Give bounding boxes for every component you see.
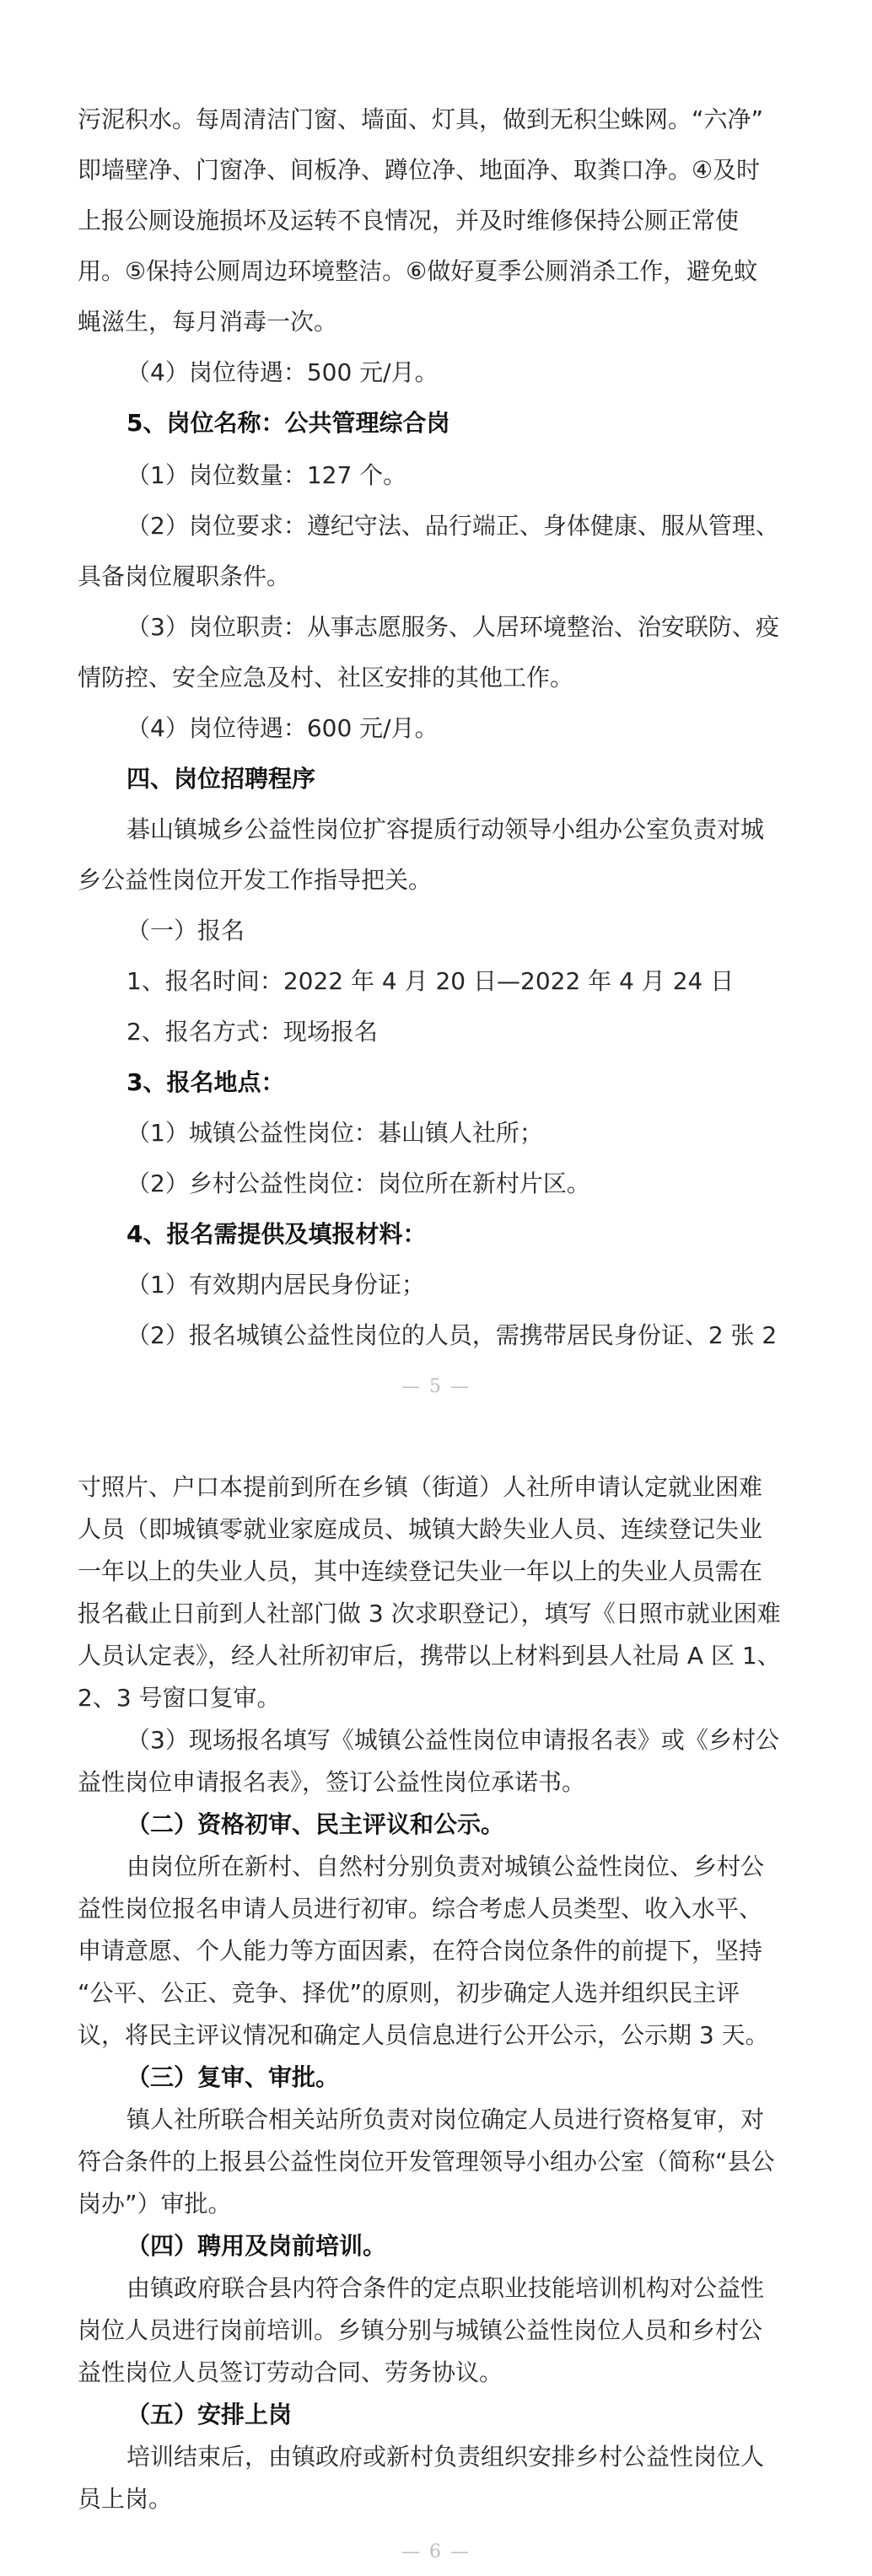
body-text-line: 碁山镇城乡公益性岗位扩容提质行动领导小组办公室负责对城 bbox=[126, 815, 765, 843]
body-text-line: 益性岗位人员签订劳动合同、劳务协议。 bbox=[78, 2358, 503, 2386]
body-text-line: 岗位人员进行岗前培训。乡镇分别与城镇公益性岗位人员和乡村公 bbox=[78, 2316, 763, 2344]
body-text-line: 议，将民主评议情况和确定人员信息进行公开公示，公示期 3 天。 bbox=[78, 2021, 769, 2049]
body-text-line: （2）岗位要求：遵纪守法、品行端正、身体健康、服从管理、 bbox=[126, 512, 779, 540]
body-text-line: 由岗位所在新村、自然村分别负责对城镇公益性岗位、乡村公 bbox=[126, 1853, 765, 1880]
body-text-line: 1、报名时间：2022 年 4 月 20 日—2022 年 4 月 24 日 bbox=[126, 967, 735, 995]
section-heading: 5、岗位名称：公共管理综合岗 bbox=[126, 409, 450, 437]
body-text-line: （3）现场报名填写《城镇公益性岗位申请报名表》或《乡村公 bbox=[126, 1726, 779, 1754]
body-text-line: 益性岗位报名申请人员进行初审。综合考虑人员类型、收入水平、 bbox=[78, 1895, 763, 1923]
body-text-line: 具备岗位履职条件。 bbox=[78, 562, 291, 590]
section-heading: 4、报名需提供及填报材料： bbox=[126, 1220, 427, 1248]
body-text-line: 培训结束后，由镇政府或新村负责组织安排乡村公益性岗位人 bbox=[126, 2443, 765, 2471]
body-text-line: 2、报名方式：现场报名 bbox=[126, 1018, 378, 1046]
section-heading: （三）复审、审批。 bbox=[126, 2063, 340, 2091]
body-text-line: “公平、公正、竞争、择优”的原则，初步确定人选并组织民主评 bbox=[78, 1979, 740, 2007]
body-text-line: （一）报名 bbox=[126, 917, 245, 944]
body-text-line: 镇人社所联合相关站所负责对岗位确定人员进行资格复审，对 bbox=[126, 2105, 765, 2133]
body-text-line: 岗办”）审批。 bbox=[78, 2190, 232, 2218]
section-heading: （五）安排上岗 bbox=[126, 2401, 293, 2428]
body-text-line: 益性岗位申请报名表》，签订公益性岗位承诺书。 bbox=[78, 1768, 586, 1796]
body-text-line: 乡公益性岗位开发工作指导把关。 bbox=[78, 866, 433, 894]
body-text-line: 上报公厕设施损坏及运转不良情况，并及时维修保持公厕正常使 bbox=[78, 207, 740, 234]
body-text-line: （4）岗位待遇：600 元/月。 bbox=[126, 714, 439, 742]
body-text-line: 情防控、安全应急及村、社区安排的其他工作。 bbox=[78, 664, 574, 691]
body-text-line: （4）岗位待遇：500 元/月。 bbox=[126, 358, 439, 386]
body-text-line: 即墙壁净、门窗净、间板净、蹲位净、地面净、取粪口净。④及时 bbox=[78, 156, 761, 184]
section-heading: 3、报名地点： bbox=[126, 1068, 285, 1096]
body-text-line: （1）城镇公益性岗位：碁山镇人社所； bbox=[126, 1119, 543, 1147]
body-text-line: 人员（即城镇零就业家庭成员、城镇大龄失业人员、连续登记失业 bbox=[78, 1515, 763, 1543]
body-text-line: 污泥积水。每周清洁门窗、墙面、灯具，做到无积尘蛛网。“六净” bbox=[78, 105, 764, 133]
body-text-line: （1）有效期内居民身份证； bbox=[126, 1271, 425, 1299]
body-text-line: 人员认定表》，经人社所初审后，携带以上材料到县人社局 A 区 1、 bbox=[78, 1642, 781, 1670]
section-heading: （四）聘用及岗前培训。 bbox=[126, 2232, 387, 2260]
body-text-line: 由镇政府联合县内符合条件的定点职业技能培训机构对公益性 bbox=[126, 2274, 765, 2302]
body-text-line: （3）岗位职责：从事志愿服务、人居环境整治、治安联防、疫 bbox=[126, 613, 779, 641]
page-number: — 5 — bbox=[401, 1376, 471, 1397]
body-text-line: 2、3 号窗口复审。 bbox=[78, 1684, 281, 1712]
body-text-line: 员上岗。 bbox=[78, 2485, 173, 2513]
body-text-line: 申请意愿、个人能力等方面因素，在符合岗位条件的前提下，坚持 bbox=[78, 1937, 763, 1965]
body-text-line: （2）报名城镇公益性岗位的人员，需携带居民身份证、2 张 2 bbox=[126, 1321, 778, 1349]
body-text-line: 报名截止日前到人社部门做 3 次求职登记），填写《日照市就业困难 bbox=[78, 1600, 781, 1627]
body-text-line: 符合条件的上报县公益性岗位开发管理领导小组办公室（简称“县公 bbox=[78, 2148, 775, 2175]
body-text-line: 蝇滋生，每月消毒一次。 bbox=[78, 308, 338, 336]
body-text-line: （2）乡村公益性岗位：岗位所在新村片区。 bbox=[126, 1170, 590, 1197]
section-heading: （二）资格初审、民主评议和公示。 bbox=[126, 1810, 505, 1838]
page-number: — 6 — bbox=[401, 2541, 471, 2563]
body-text-line: 寸照片、户口本提前到所在乡镇（街道）人社所申请认定就业困难 bbox=[78, 1473, 763, 1501]
section-heading: 四、岗位招聘程序 bbox=[126, 765, 316, 793]
body-text-line: 用。⑤保持公厕周边环境整洁。⑥做好夏季公厕消杀工作，避免蚊 bbox=[78, 257, 758, 285]
body-text-line: （1）岗位数量：127 个。 bbox=[126, 461, 407, 489]
body-text-line: 一年以上的失业人员，其中连续登记失业一年以上的失业人员需在 bbox=[78, 1557, 763, 1585]
